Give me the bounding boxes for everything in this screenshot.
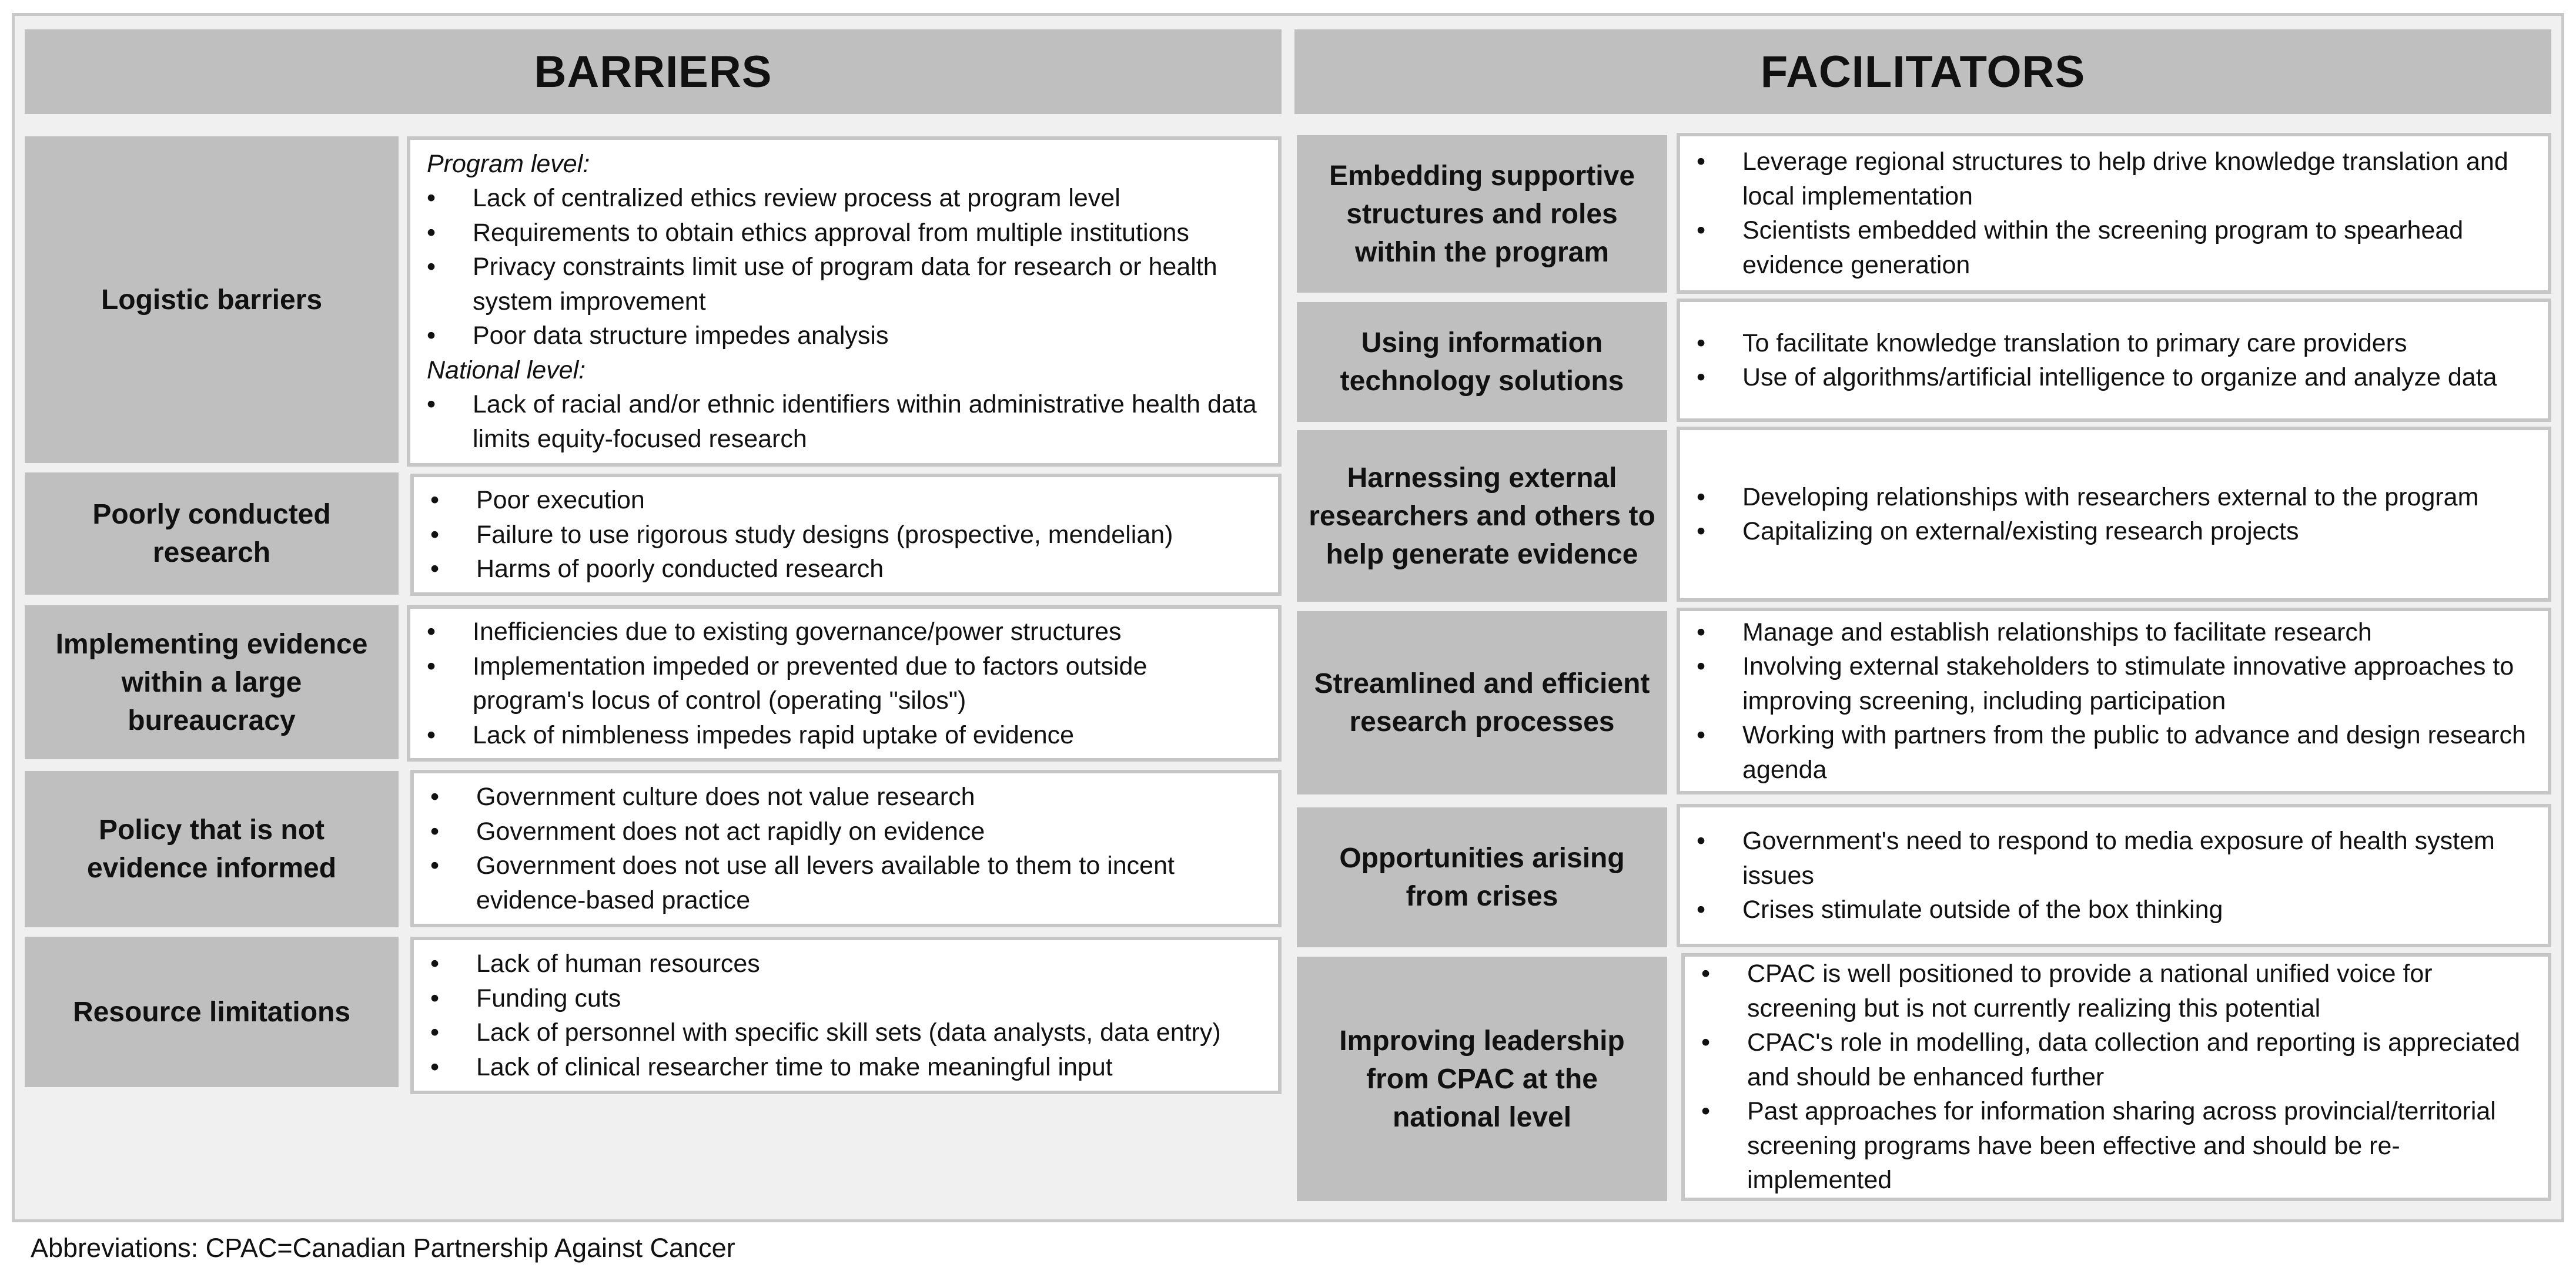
list-item: • CPAC is well positioned to provide a national unified voice for screening but is not currently realizing this potential xyxy=(1697,957,2530,1025)
bullet-list xyxy=(1692,326,2530,395)
bullet-list xyxy=(1692,615,2530,787)
footnote: Abbreviations: CPAC=Canadian Partnership Against Cancer xyxy=(31,1233,735,1263)
list-item: • Lack of human resources xyxy=(426,947,1260,981)
list-item: • Privacy constraints limit use of program data for research or health system improvement xyxy=(422,250,1260,318)
barriers-row-label: Implementing evidence within a large bureaucracy xyxy=(25,605,399,759)
barriers-row-label: Resource limitations xyxy=(25,937,399,1087)
list-item: • Capitalizing on external/existing research projects xyxy=(1692,514,2530,549)
barriers-row-label: Policy that is not evidence informed xyxy=(25,771,399,927)
bullet-list xyxy=(1692,145,2530,282)
facilitators-row-label: Streamlined and efficient research processes xyxy=(1297,611,1667,794)
barriers-row-label: Poorly conducted research xyxy=(25,472,399,595)
bullet-list xyxy=(422,181,1260,353)
section-subheading: National level: xyxy=(427,356,586,384)
barriers-row-content xyxy=(410,937,1282,1094)
list-item: • CPAC's role in modelling, data collection and reporting is appreciated and should be enhanced further xyxy=(1697,1025,2530,1094)
list-item: • Government's need to respond to media exposure of health system issues xyxy=(1692,824,2530,893)
list-item: • Inefficiencies due to existing governance/power structures xyxy=(422,615,1260,649)
bullet-list xyxy=(1697,957,2530,1198)
facilitators-row-content xyxy=(1681,953,2551,1201)
facilitators-header: FACILITATORS xyxy=(1294,29,2551,114)
bullet-list xyxy=(1692,480,2530,549)
facilitators-row-label: Using information technology solutions xyxy=(1297,302,1667,422)
bullet-list xyxy=(426,947,1260,1084)
list-item: • Use of algorithms/artificial intelligence to organize and analyze data xyxy=(1692,360,2530,395)
section-subheading: Program level: xyxy=(427,149,590,178)
bullet-list xyxy=(422,387,1260,456)
barriers-row-content xyxy=(407,605,1282,762)
list-item: • Implementation impeded or prevented due to factors outside program's locus of control (operating "silos") xyxy=(422,649,1260,718)
bullet-list xyxy=(422,615,1260,752)
list-item: • Government does not use all levers available to them to incent evidence-based practice xyxy=(426,849,1260,917)
list-item: • Government does not act rapidly on evidence xyxy=(426,814,1260,849)
barriers-row-label: Logistic barriers xyxy=(25,136,399,463)
list-item: • Funding cuts xyxy=(426,981,1260,1016)
list-item: • To facilitate knowledge translation to primary care providers xyxy=(1692,326,2530,361)
list-item: • Scientists embedded within the screening program to spearhead evidence generation xyxy=(1692,213,2530,282)
list-item: • Manage and establish relationships to facilitate research xyxy=(1692,615,2530,650)
facilitators-row-label: Harnessing external researchers and others to help generate evidence xyxy=(1297,430,1667,602)
list-item: • Past approaches for information sharing across provincial/territorial screening programs have been effective and should be re-implemented xyxy=(1697,1094,2530,1198)
list-item: • Working with partners from the public to advance and design research agenda xyxy=(1692,718,2530,787)
list-item: • Failure to use rigorous study designs (prospective, mendelian) xyxy=(426,518,1260,552)
list-item: • Lack of nimbleness impedes rapid uptake of evidence xyxy=(422,718,1260,753)
bullet-list xyxy=(1692,824,2530,927)
list-item: • Government culture does not value research xyxy=(426,780,1260,814)
list-item: • Lack of centralized ethics review process at program level xyxy=(422,181,1260,216)
barriers-row-content xyxy=(410,474,1282,596)
facilitators-row-label: Embedding supportive structures and roles within the program xyxy=(1297,135,1667,293)
bullet-list xyxy=(426,780,1260,917)
facilitators-row-content xyxy=(1677,133,2551,294)
list-item: • Poor execution xyxy=(426,483,1260,518)
list-item: • Lack of racial and/or ethnic identifiers within administrative health data limits equity-focused research xyxy=(422,387,1260,456)
facilitators-row-label: Improving leadership from CPAC at the national level xyxy=(1297,957,1667,1201)
facilitators-row-content xyxy=(1677,804,2551,947)
facilitators-row-content xyxy=(1677,299,2551,422)
list-item: • Crises stimulate outside of the box thinking xyxy=(1692,893,2530,927)
list-item: • Involving external stakeholders to stimulate innovative approaches to improving screening, including participation xyxy=(1692,649,2530,718)
list-item: • Poor data structure impedes analysis xyxy=(422,318,1260,353)
list-item: • Lack of personnel with specific skill sets (data analysts, data entry) xyxy=(426,1015,1260,1050)
barriers-row-content xyxy=(407,136,1282,467)
facilitators-row-content xyxy=(1677,427,2551,602)
barriers-header: BARRIERS xyxy=(25,29,1282,114)
list-item: • Harms of poorly conducted research xyxy=(426,552,1260,586)
list-item: • Requirements to obtain ethics approval from multiple institutions xyxy=(422,216,1260,250)
facilitators-row-content xyxy=(1677,608,2551,794)
list-item: • Developing relationships with researchers external to the program xyxy=(1692,480,2530,515)
barriers-row-content xyxy=(410,770,1282,927)
facilitators-row-label: Opportunities arising from crises xyxy=(1297,807,1667,947)
bullet-list xyxy=(426,483,1260,586)
list-item: • Leverage regional structures to help drive knowledge translation and local implementation xyxy=(1692,145,2530,213)
list-item: • Lack of clinical researcher time to make meaningful input xyxy=(426,1050,1260,1085)
